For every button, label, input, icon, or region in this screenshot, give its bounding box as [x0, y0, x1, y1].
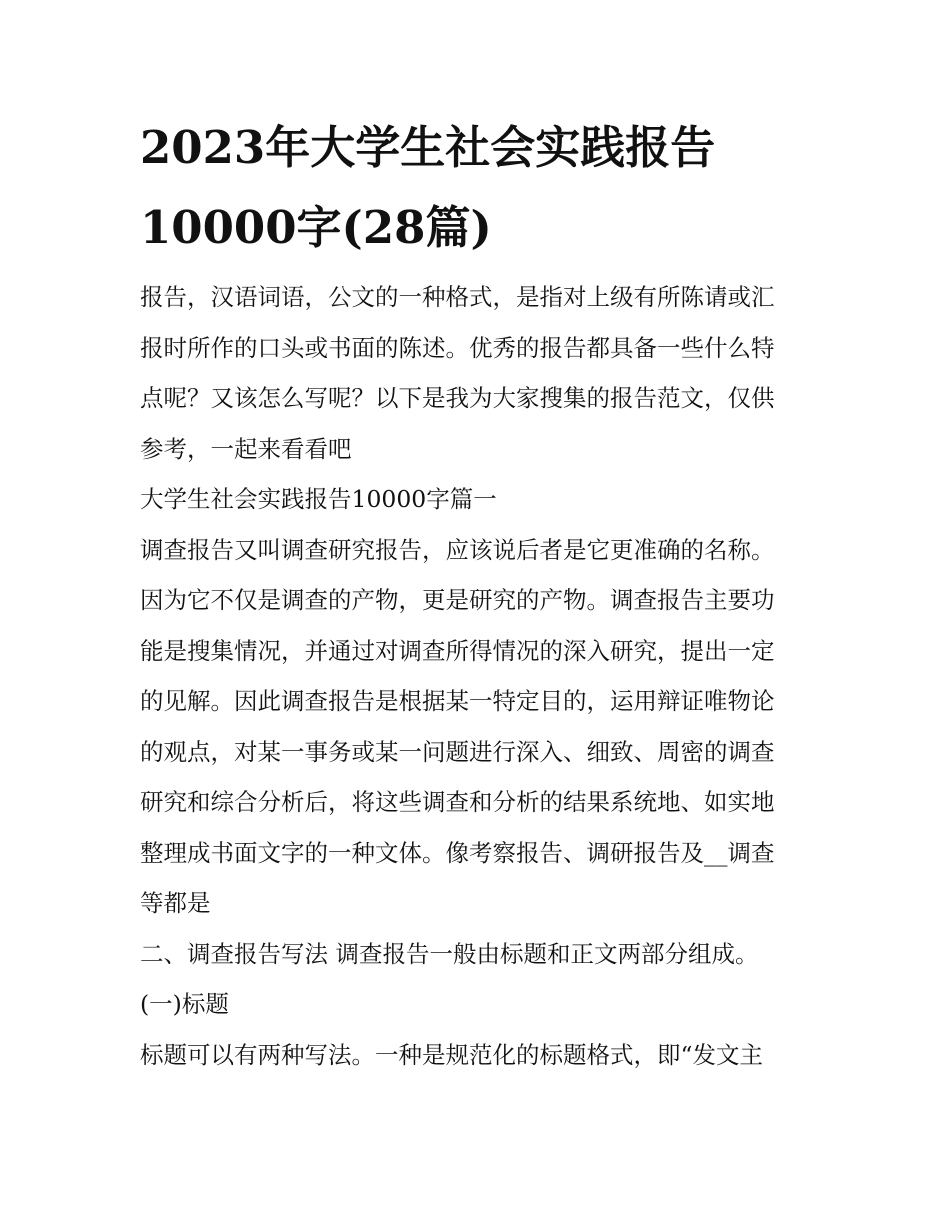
body-paragraph — [140, 1030, 820, 1081]
text-line: 调查报告又叫调查研究报告，应该说后者是它更准确的名称。 — [140, 535, 775, 564]
text-line: 标题可以有两种写法。一种是规范化的标题格式，即“发文主 — [140, 1040, 764, 1069]
title-line: 2023年大学生社会实践报告 — [140, 121, 716, 174]
text-line: 整理成书面文字的一种文体。像考察报告、调研报告及__调查 — [140, 838, 775, 867]
text-line: 能是搜集情况，并通过对调查所得情况的深入研究，提出一定 — [140, 636, 775, 665]
body-paragraph — [140, 525, 820, 929]
text-line: 报时所作的口头或书面的陈述。优秀的报告都具备一些什么特 — [140, 333, 775, 362]
title-line: 10000字(28篇) — [140, 201, 492, 254]
page-title — [140, 108, 820, 268]
subsection-heading — [140, 979, 820, 1030]
text-line: 大学生社会实践报告10000字篇一 — [140, 485, 497, 513]
text-line: 研究和综合分析后，将这些调查和分析的结果系统地、如实地 — [140, 788, 775, 816]
section-heading — [140, 474, 820, 525]
text-line: (一)标题 — [140, 990, 229, 1018]
text-line: 的见解。因此调查报告是根据某一特定目的，运用辩证唯物论 — [140, 687, 775, 715]
body-paragraph — [140, 929, 820, 980]
text-line: 因为它不仅是调查的产物，更是研究的产物。调查报告主要功 — [140, 586, 775, 614]
text-line: 参考，一起来看看吧 — [140, 434, 352, 463]
text-line: 等都是 — [140, 889, 211, 917]
text-line: 二、调查报告写法 调查报告一般由标题和正文两部分组成。 — [140, 939, 759, 968]
text-line: 的观点，对某一事务或某一问题进行深入、细致、周密的调查 — [140, 737, 775, 766]
intro-paragraph — [140, 272, 820, 474]
text-line: 报告，汉语词语，公文的一种格式，是指对上级有所陈请或汇 — [140, 283, 775, 311]
document-body — [140, 108, 820, 1080]
text-line: 点呢？又该怎么写呢？以下是我为大家搜集的报告范文，仅供 — [140, 384, 775, 412]
